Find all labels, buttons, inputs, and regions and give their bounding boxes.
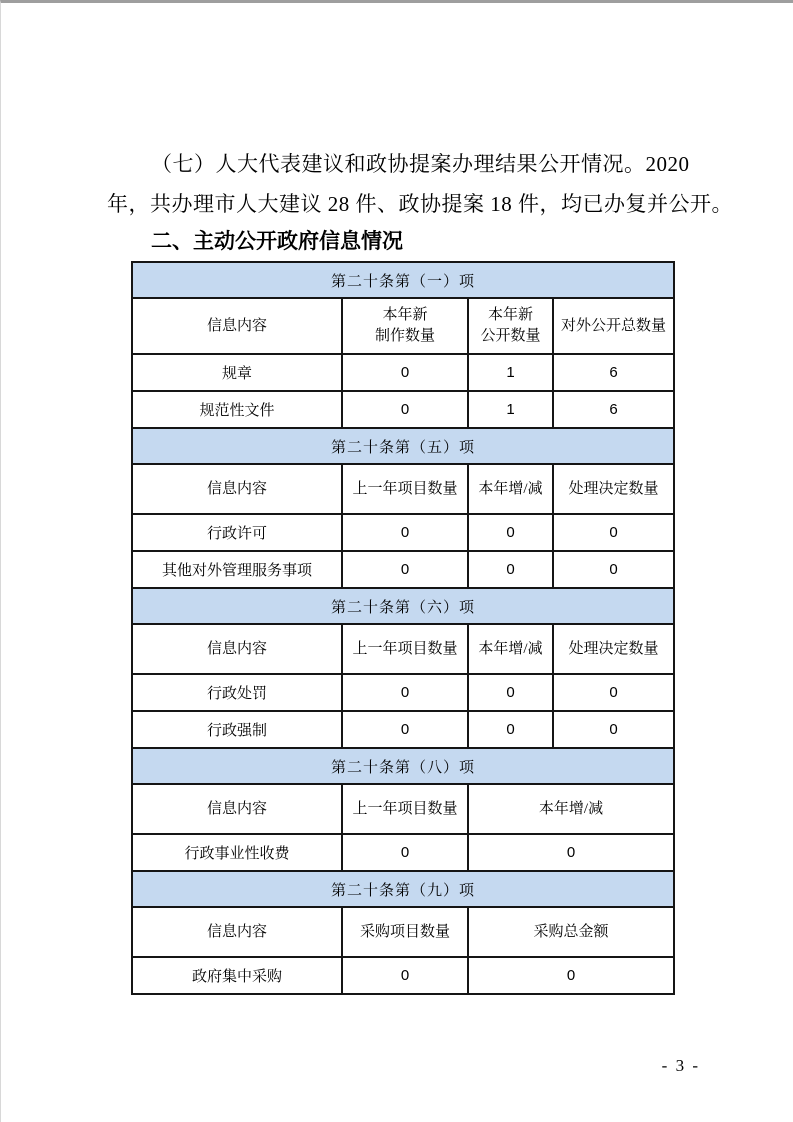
- table-section-title: 第二十条第（五）项: [132, 428, 674, 464]
- stats-table: [131, 261, 675, 995]
- intro-paragraph-line-1: （七）人大代表建议和政协提案办理结果公开情况。2020: [151, 152, 690, 176]
- table-column-header: [468, 784, 674, 834]
- table-column-header-line: 上一年项目数量: [352, 480, 458, 497]
- table-column-header: [342, 298, 468, 354]
- row-label-cell: 规章: [132, 354, 342, 391]
- table-column-header: [132, 907, 342, 957]
- table-column-header-line: 本年新: [487, 307, 533, 323]
- value-cell: 0: [342, 674, 468, 711]
- table-column-header: [468, 464, 553, 514]
- table-column-header-line: 信息内容: [206, 800, 267, 817]
- table-column-header-line: 本年增/减: [478, 640, 543, 657]
- page-content: [107, 144, 733, 995]
- table-column-header-line: 对外公开总数量: [561, 317, 667, 334]
- table-column-header-row: [132, 298, 674, 354]
- value-cell: 0: [468, 674, 553, 711]
- stats-table-body: [132, 262, 674, 994]
- value-cell: 0: [342, 834, 468, 871]
- value-cell: 0: [342, 711, 468, 748]
- table-section-header-row: [132, 588, 674, 624]
- table-column-header-row: [132, 464, 674, 514]
- value-cell: 0: [342, 391, 468, 428]
- table-column-header-row: [132, 624, 674, 674]
- value-cell: 1: [468, 354, 553, 391]
- intro-paragraph-line-2: 年，共办理市人大建议 28 件、政协提案 18 件，均已办复并公开。: [107, 192, 733, 216]
- table-section-title: 第二十条第（一）项: [132, 262, 674, 298]
- page-number: - 3 -: [661, 1056, 700, 1075]
- table-section-header-row: [132, 262, 674, 298]
- table-column-header: [132, 298, 342, 354]
- table-column-header-line: 本年增/减: [538, 800, 604, 817]
- table-column-header-line: 上一年项目数量: [352, 640, 458, 657]
- value-cell: 6: [553, 391, 674, 428]
- table-section-header-row: [132, 428, 674, 464]
- table-section-title: 第二十条第（九）项: [132, 871, 674, 907]
- table-data-row: [132, 674, 674, 711]
- table-section-header-row: [132, 748, 674, 784]
- table-section-header-row: [132, 871, 674, 907]
- table-column-header: [132, 784, 342, 834]
- table-column-header: [468, 624, 553, 674]
- table-column-header-row: [132, 784, 674, 834]
- table-column-header-line: 处理决定数量: [568, 640, 659, 657]
- value-cell: 0: [342, 514, 468, 551]
- table-column-header: [342, 624, 468, 674]
- value-cell: 0: [553, 551, 674, 588]
- table-column-header: [132, 624, 342, 674]
- table-column-header: [553, 298, 674, 354]
- value-cell: 0: [468, 514, 553, 551]
- table-column-header-line: 信息内容: [206, 640, 267, 657]
- value-cell: 0: [342, 354, 468, 391]
- row-label-cell: 其他对外管理服务事项: [132, 551, 342, 588]
- table-column-header-line: 上一年项目数量: [352, 800, 458, 817]
- value-cell: 1: [468, 391, 553, 428]
- value-cell: 0: [553, 514, 674, 551]
- table-column-header-line: 公开数量: [480, 328, 541, 344]
- table-data-row: [132, 551, 674, 588]
- table-data-row: [132, 354, 674, 391]
- value-cell: 0: [342, 957, 468, 994]
- table-column-header-line: 处理决定数量: [568, 480, 659, 497]
- table-section-title: 第二十条第（六）项: [132, 588, 674, 624]
- table-column-header: [342, 907, 468, 957]
- section-heading: 二、主动公开政府信息情况: [151, 230, 403, 253]
- row-label-cell: 行政强制: [132, 711, 342, 748]
- table-column-header: [468, 298, 553, 354]
- table-column-header: [553, 624, 674, 674]
- value-cell: 0: [468, 551, 553, 588]
- table-column-header-line: 信息内容: [206, 480, 267, 497]
- table-data-row: [132, 514, 674, 551]
- value-cell: 0: [553, 711, 674, 748]
- value-cell: 0: [553, 674, 674, 711]
- table-data-row: [132, 957, 674, 994]
- table-column-header: [342, 464, 468, 514]
- table-column-header-row: [132, 907, 674, 957]
- value-cell: 0: [468, 711, 553, 748]
- row-label-cell: 规范性文件: [132, 391, 342, 428]
- value-cell: 0: [468, 957, 674, 994]
- table-column-header-line: 本年新: [382, 307, 428, 323]
- table-column-header-line: 采购总金额: [533, 923, 609, 940]
- table-column-header-line: 本年增/减: [478, 480, 543, 497]
- table-column-header: [132, 464, 342, 514]
- table-column-header-line: 信息内容: [206, 317, 267, 334]
- value-cell: 0: [468, 834, 674, 871]
- value-cell: 0: [342, 551, 468, 588]
- row-label-cell: 行政事业性收费: [132, 834, 342, 871]
- intro-paragraph: [107, 144, 733, 224]
- row-label-cell: 政府集中采购: [132, 957, 342, 994]
- value-cell: 6: [553, 354, 674, 391]
- row-label-cell: 行政处罚: [132, 674, 342, 711]
- table-data-row: [132, 391, 674, 428]
- table-data-row: [132, 711, 674, 748]
- table-column-header-line: 信息内容: [206, 923, 267, 940]
- table-column-header: [553, 464, 674, 514]
- table-section-title: 第二十条第（八）项: [132, 748, 674, 784]
- table-column-header: [342, 784, 468, 834]
- table-column-header-line: 制作数量: [374, 328, 435, 344]
- table-data-row: [132, 834, 674, 871]
- table-column-header: [468, 907, 674, 957]
- row-label-cell: 行政许可: [132, 514, 342, 551]
- table-column-header-line: 采购项目数量: [359, 923, 450, 940]
